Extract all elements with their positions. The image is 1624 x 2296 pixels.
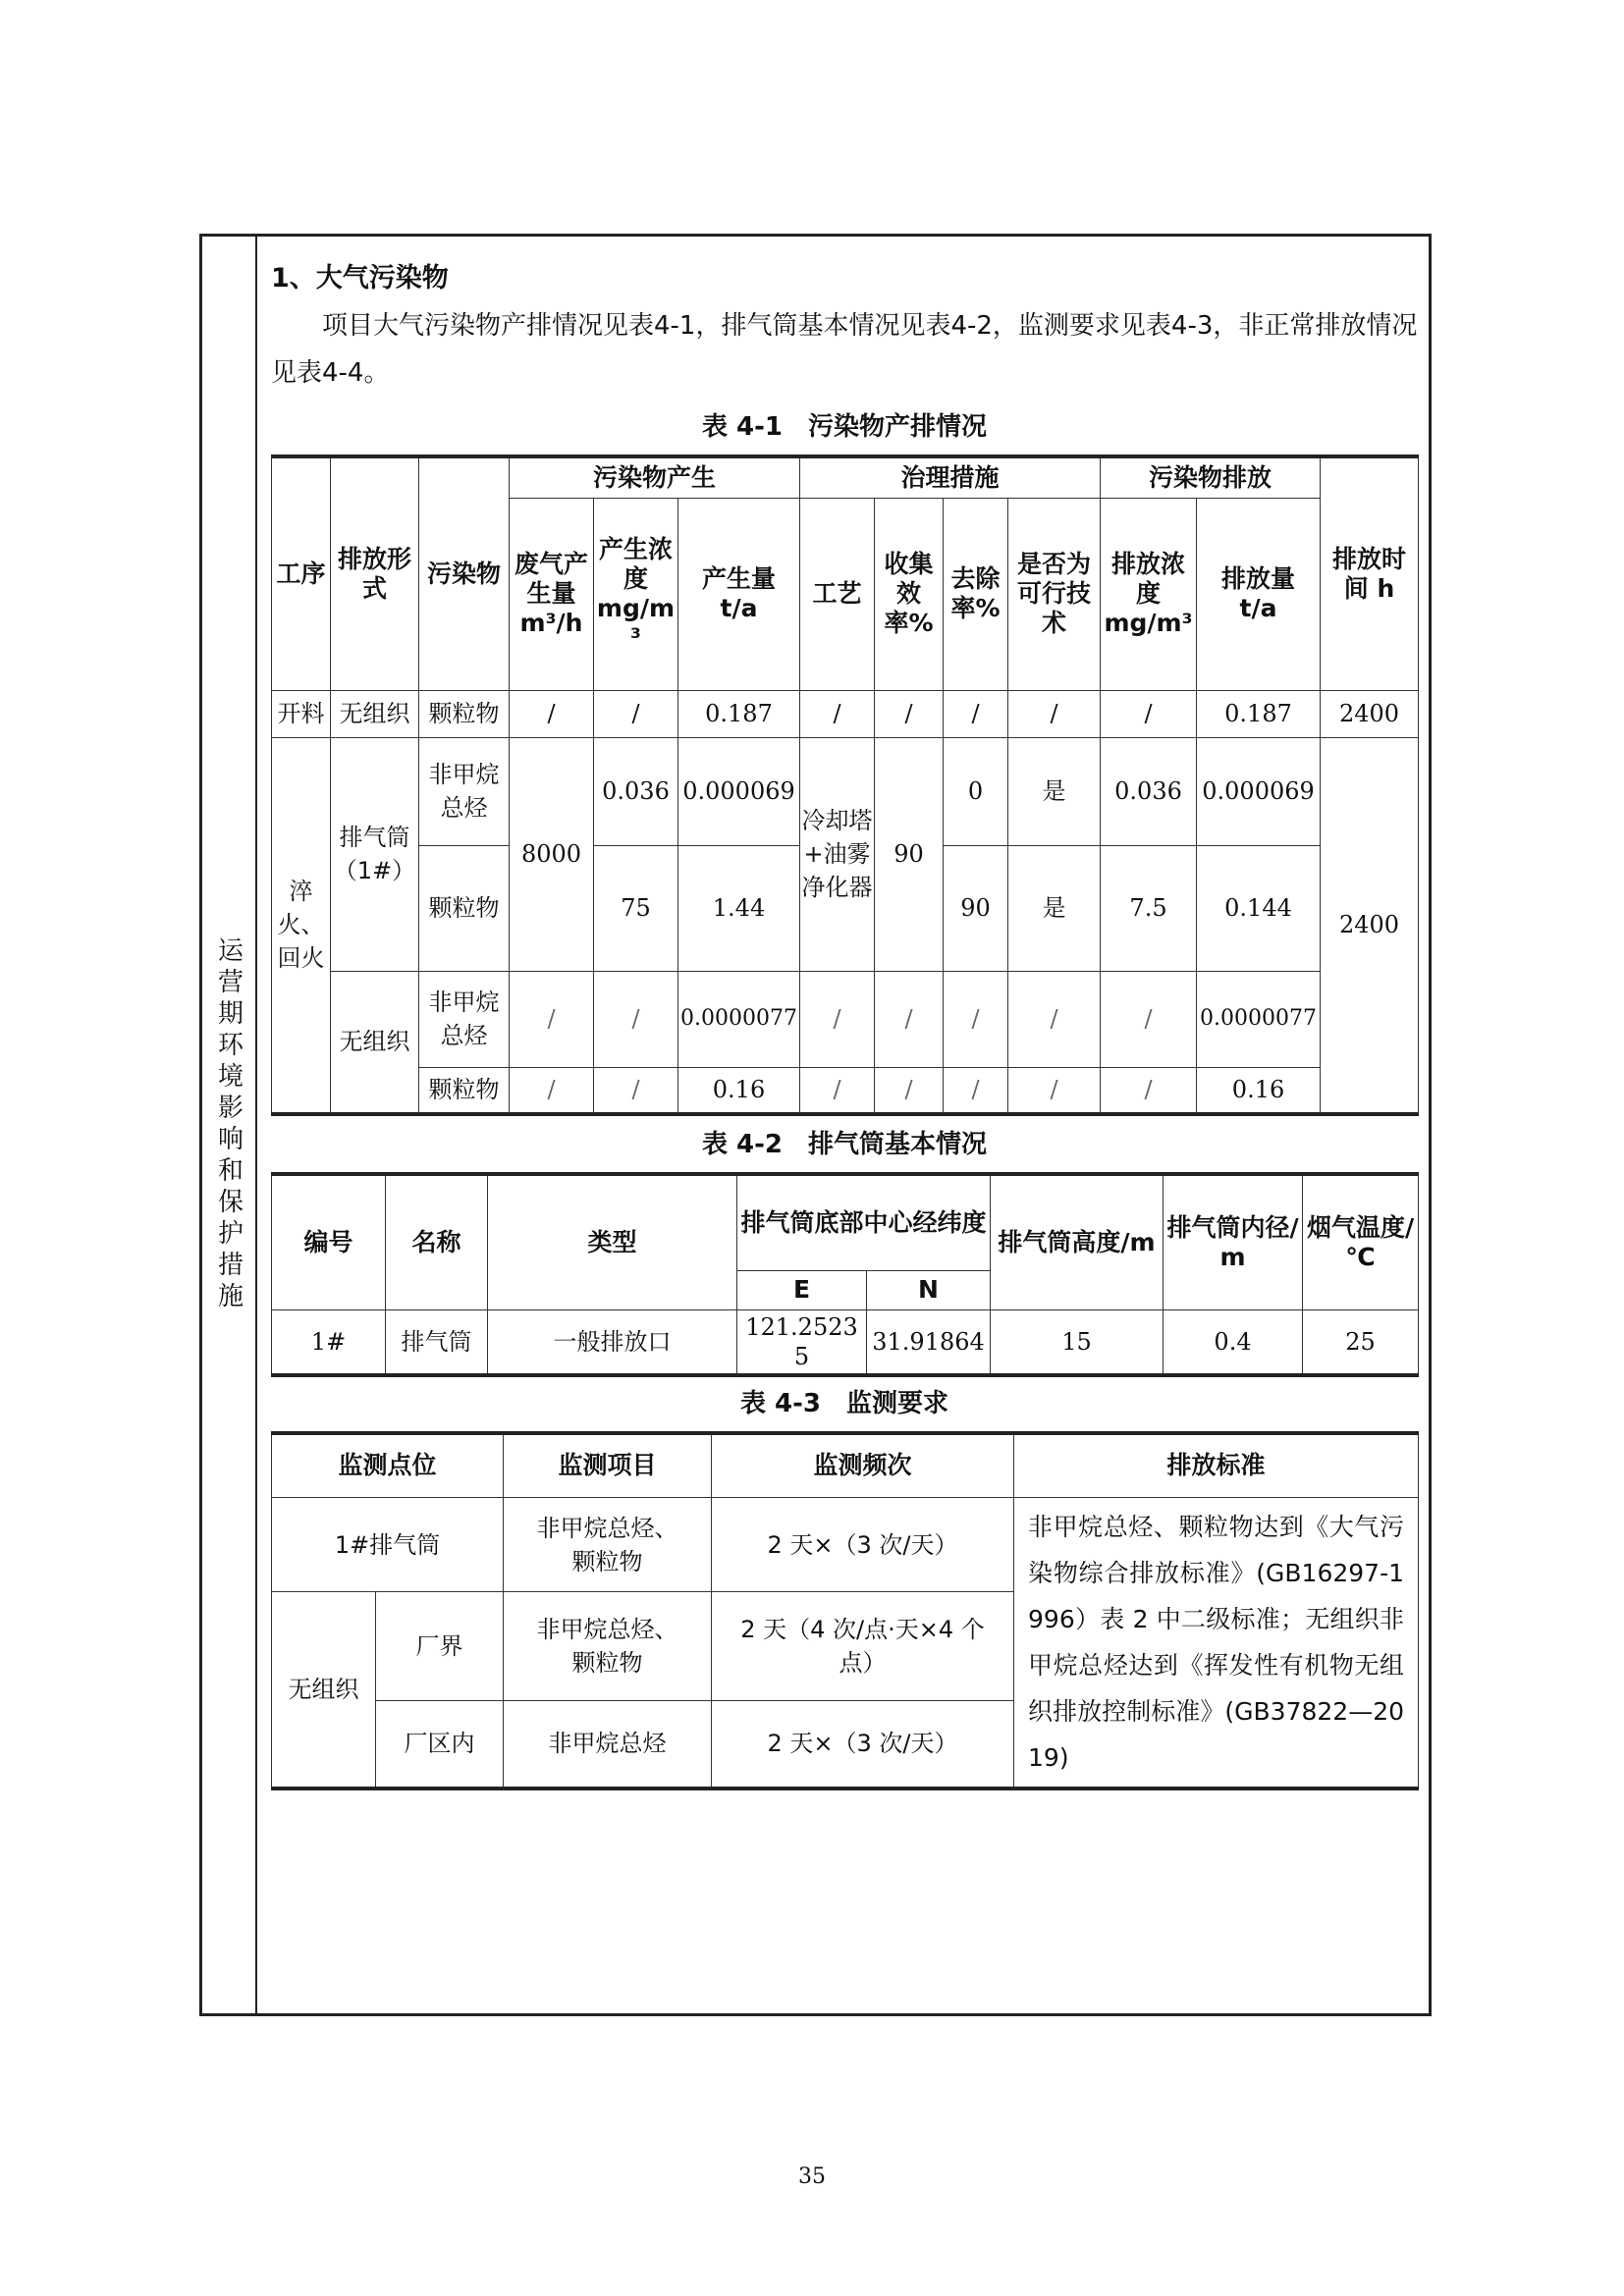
- th-item: 监测项目: [504, 1433, 712, 1498]
- th-craft: 工艺: [800, 498, 875, 690]
- cell-prod-conc: 0.036: [594, 737, 678, 845]
- cell-removal-rate: /: [944, 1067, 1008, 1114]
- th-emit-conc: 排放浓度 mg/m³: [1101, 498, 1197, 690]
- cell-prod-amount: 0.187: [678, 690, 800, 737]
- th-standard: 排放标准: [1014, 1433, 1419, 1498]
- cell-emit-amount: 0.187: [1197, 690, 1321, 737]
- th-emission-form: 排放形式: [331, 456, 419, 690]
- cell-form: 无组织: [331, 971, 419, 1114]
- th-removal-rate: 去除率%: [944, 498, 1008, 690]
- cell-removal-rate: 90: [944, 845, 1008, 971]
- cell-prod-amount: 0.0000077: [678, 971, 800, 1067]
- cell-pollutant: 非甲烷总烃: [419, 737, 510, 845]
- cell-removal-rate: /: [944, 690, 1008, 737]
- th-pollutant: 污染物: [419, 456, 510, 690]
- cell-fugitive: 无组织: [272, 1592, 376, 1789]
- cell-emit-amount: 0.000069: [1197, 737, 1321, 845]
- section-paragraph: 项目大气污染物产排情况见表4-1，排气筒基本情况见表4-2，监测要求见表4-3，非正常排放情况见表4-4。: [271, 311, 1418, 388]
- table1-caption: 表 4-1 污染物产排情况: [701, 412, 988, 442]
- side-label: 运营期环境影响和保护措施: [213, 936, 244, 1313]
- page-number: 35: [798, 2164, 826, 2189]
- cell-emit-time: 2400: [1321, 737, 1419, 1114]
- table-row: [272, 690, 1419, 737]
- th-emit-time: 排放时间 h: [1321, 456, 1419, 690]
- cell-name: 排气筒: [386, 1309, 488, 1375]
- cell-prod-conc: 75: [594, 845, 678, 971]
- cell-emit-conc: 7.5: [1101, 845, 1197, 971]
- cell-diameter: 0.4: [1164, 1309, 1303, 1375]
- cell-type: 一般排放口: [488, 1309, 737, 1375]
- th-name: 名称: [386, 1174, 488, 1309]
- th-height: 排气筒高度/m: [991, 1174, 1164, 1309]
- table3-caption: 表 4-3 监测要求: [739, 1388, 949, 1418]
- th-process: 工序: [272, 456, 331, 690]
- th-diameter: 排气筒内径/m: [1164, 1174, 1303, 1309]
- cell-freq: 2 天（4 次/点·天×4 个点）: [712, 1592, 1014, 1701]
- table-row: [272, 1498, 1419, 1592]
- table2-caption: 表 4-2 排气筒基本情况: [701, 1130, 988, 1159]
- cell-emit-conc: 0.036: [1101, 737, 1197, 845]
- cell-removal-rate: /: [944, 971, 1008, 1067]
- cell-pollutant: 非甲烷总烃: [419, 971, 510, 1067]
- cell-prod-amount: 0.000069: [678, 737, 800, 845]
- side-column: [202, 237, 257, 2013]
- cell-emit-conc: /: [1101, 971, 1197, 1067]
- cell-gas-volume: 8000: [510, 737, 594, 971]
- cell-removal-rate: 0: [944, 737, 1008, 845]
- cell-craft: /: [800, 971, 875, 1067]
- th-gas-volume: 废气产生量 m³/h: [510, 498, 594, 690]
- table-row: [272, 971, 1419, 1067]
- cell-craft: 冷却塔+油雾净化器: [800, 737, 875, 971]
- cell-collect-eff: /: [875, 1067, 944, 1114]
- th-n: N: [867, 1270, 991, 1309]
- cell-item: 非甲烷总烃: [504, 1700, 712, 1789]
- table-row: [272, 1309, 1419, 1375]
- cell-e: 121.25235: [737, 1309, 867, 1375]
- cell-feasible: /: [1008, 971, 1101, 1067]
- cell-point: 厂区内: [376, 1700, 504, 1789]
- th-group-treatment: 治理措施: [800, 456, 1101, 498]
- th-emit-amount: 排放量 t/a: [1197, 498, 1321, 690]
- cell-pollutant: 颗粒物: [419, 690, 510, 737]
- th-id: 编号: [272, 1174, 386, 1309]
- cell-point: 厂界: [376, 1592, 504, 1701]
- th-type: 类型: [488, 1174, 737, 1309]
- th-coords: 排气筒底部中心经纬度: [737, 1174, 991, 1270]
- th-group-emission: 污染物排放: [1101, 456, 1321, 498]
- cell-height: 15: [991, 1309, 1164, 1375]
- cell-emit-conc: /: [1101, 1067, 1197, 1114]
- cell-item: 非甲烷总烃、颗粒物: [504, 1498, 712, 1592]
- section-heading: 1、大气污染物: [271, 263, 449, 294]
- cell-freq: 2 天×（3 次/天）: [712, 1498, 1014, 1592]
- cell-gas-volume: /: [510, 1067, 594, 1114]
- cell-feasible: 是: [1008, 845, 1101, 971]
- cell-feasible: /: [1008, 1067, 1101, 1114]
- th-e: E: [737, 1270, 867, 1309]
- cell-point: 1#排气筒: [272, 1498, 504, 1592]
- cell-form: 无组织: [331, 690, 419, 737]
- cell-id: 1#: [272, 1309, 386, 1375]
- cell-temp: 25: [1303, 1309, 1419, 1375]
- monitoring-table: [271, 1431, 1419, 1791]
- cell-pollutant: 颗粒物: [419, 1067, 510, 1114]
- cell-feasible: 是: [1008, 737, 1101, 845]
- th-point: 监测点位: [272, 1433, 504, 1498]
- cell-process: 淬火、回火: [272, 737, 331, 1114]
- cell-emit-amount: 0.144: [1197, 845, 1321, 971]
- table-row: [272, 1067, 1419, 1114]
- cell-standard: 非甲烷总烃、颗粒物达到《大气污染物综合排放标准》(GB16297-1996）表 2 中二级标准；无组织非甲烷总烃达到《挥发性有机物无组织排放控制标准》(GB37822—2019): [1014, 1498, 1419, 1789]
- th-prod-amount: 产生量 t/a: [678, 498, 800, 690]
- cell-n: 31.91864: [867, 1309, 991, 1375]
- table-row: [272, 737, 1419, 845]
- cell-prod-amount: 0.16: [678, 1067, 800, 1114]
- th-temp: 烟气温度/℃: [1303, 1174, 1419, 1309]
- cell-process: 开料: [272, 690, 331, 737]
- cell-prod-conc: /: [594, 971, 678, 1067]
- cell-item: 非甲烷总烃、颗粒物: [504, 1592, 712, 1701]
- cell-freq: 2 天×（3 次/天）: [712, 1700, 1014, 1789]
- cell-emit-amount: 0.0000077: [1197, 971, 1321, 1067]
- content-area: [271, 256, 1418, 1790]
- pollutant-table: [271, 454, 1419, 1116]
- cell-craft: /: [800, 690, 875, 737]
- cell-pollutant: 颗粒物: [419, 845, 510, 971]
- page-frame: [199, 234, 1432, 2016]
- cell-form: 排气筒（1#）: [331, 737, 419, 971]
- cell-emit-time: 2400: [1321, 690, 1419, 737]
- cell-craft: /: [800, 1067, 875, 1114]
- stack-table: [271, 1172, 1419, 1377]
- th-prod-conc: 产生浓度 mg/m³: [594, 498, 678, 690]
- th-collect-eff: 收集效率%: [875, 498, 944, 690]
- th-group-production: 污染物产生: [510, 456, 800, 498]
- cell-collect-eff: /: [875, 971, 944, 1067]
- cell-gas-volume: /: [510, 690, 594, 737]
- th-feasible: 是否为可行技术: [1008, 498, 1101, 690]
- cell-emit-conc: /: [1101, 690, 1197, 737]
- cell-gas-volume: /: [510, 971, 594, 1067]
- cell-collect-eff: 90: [875, 737, 944, 971]
- cell-emit-amount: 0.16: [1197, 1067, 1321, 1114]
- cell-prod-conc: /: [594, 1067, 678, 1114]
- cell-prod-conc: /: [594, 690, 678, 737]
- cell-feasible: /: [1008, 690, 1101, 737]
- cell-collect-eff: /: [875, 690, 944, 737]
- th-freq: 监测频次: [712, 1433, 1014, 1498]
- cell-prod-amount: 1.44: [678, 845, 800, 971]
